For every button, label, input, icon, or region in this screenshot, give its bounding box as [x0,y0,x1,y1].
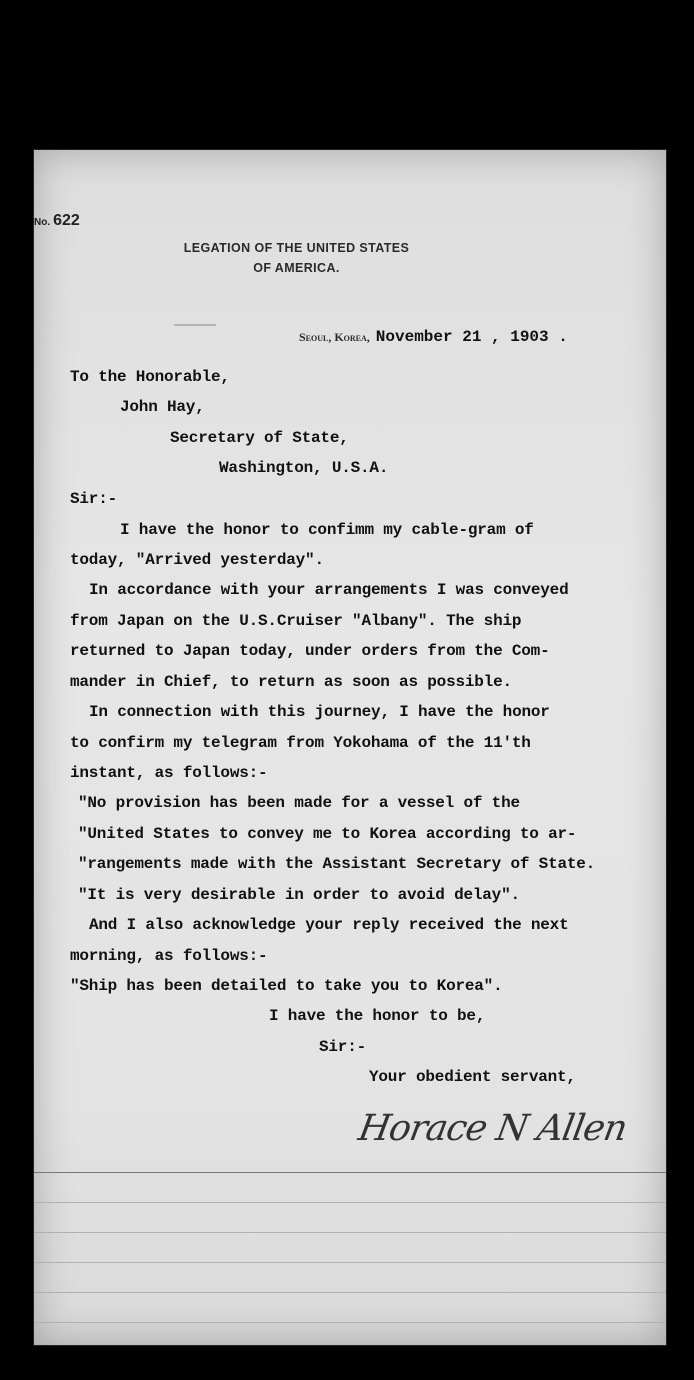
faint-stamp-mark [174,318,216,326]
body-line: "rangements made with the Assistant Secretary of State. [78,855,596,873]
body-line: from Japan on the U.S.Cruiser "Albany". The ship [70,612,522,630]
letterhead [154,238,439,278]
page-rule [34,1202,666,1203]
body-line: In accordance with your arrangements I was conveyed [89,581,569,599]
body-line: In connection with this journey, I have the honor [89,703,550,721]
body-line: mander in Chief, to return as soon as possible. [70,673,512,691]
body-line: "United States to convey me to Korea according to ar- [78,825,577,843]
body-line: morning, as follows:- [70,947,268,965]
document-page [33,149,667,1346]
closing-line-3: Your obedient servant, [369,1068,576,1086]
page-rule [34,1232,666,1233]
document-number-value: 622 [53,212,80,229]
address-line-2: John Hay, [120,398,205,416]
handwritten-signature: Horace N Allen [355,1108,630,1149]
body-line: today, "Arrived yesterday". [70,551,324,569]
page-rule [34,1172,666,1173]
body-line: instant, as follows:- [70,764,268,782]
page-rule [34,1292,666,1293]
document-number-label: No. [34,217,51,228]
dateline-date: November 21 , 1903 . [375,328,568,346]
body-line: "Ship has been detailed to take you to Korea". [70,977,503,995]
closing-line-1: I have the honor to be, [269,1007,486,1025]
closing-line-2: Sir:- [319,1038,367,1056]
page-rule [34,1262,666,1263]
body-line: to confirm my telegram from Yokohama of the 11'th [70,734,531,752]
address-line-4: Washington, U.S.A. [219,459,389,477]
body-line: returned to Japan today, under orders from the Com- [70,642,550,660]
body-line: I have the honor to confimm my cable-gram of [120,521,534,539]
dateline-place: Seoul, Korea, [299,330,370,344]
body-line: And I also acknowledge your reply received the next [89,916,569,934]
address-line-1: To the Honorable, [70,368,230,386]
page-rule [34,1322,666,1323]
letterhead-line-1: LEGATION OF THE UNITED STATES [183,241,410,255]
letterhead-line-2: OF AMERICA. [253,261,340,275]
salutation: Sir:- [70,490,118,508]
address-line-3: Secretary of State, [170,429,349,447]
body-line: "It is very desirable in order to avoid delay". [78,886,520,904]
document-number [34,212,80,230]
body-line: "No provision has been made for a vessel of the [78,794,520,812]
dateline [299,328,568,346]
